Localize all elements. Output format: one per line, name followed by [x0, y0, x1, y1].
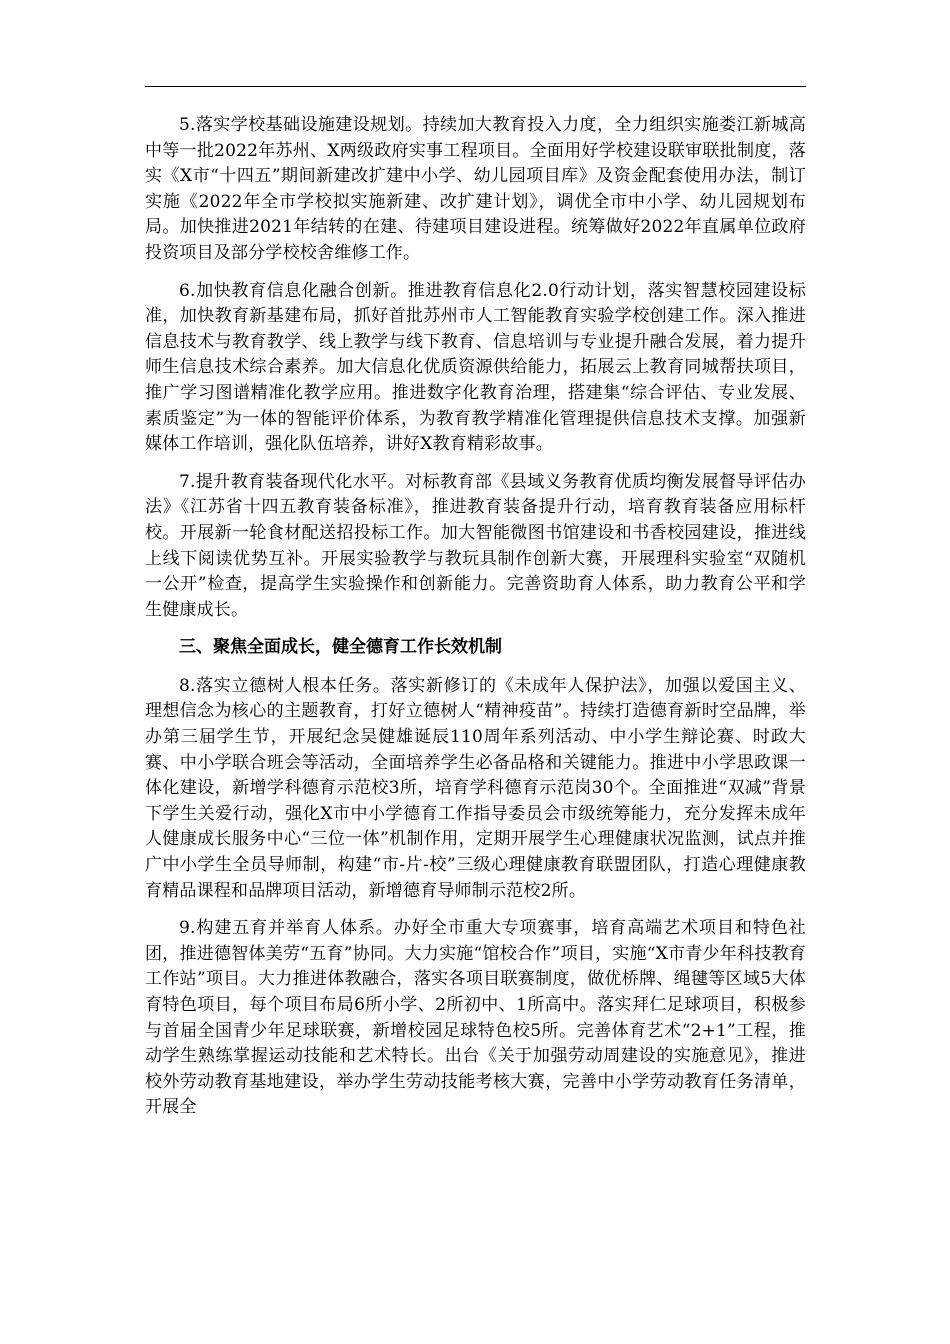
paragraph-item-9: 9.构建五育并举育人体系。办好全市重大专项赛事，培育高端艺术项目和特色社团，推进德智体美劳“五育”协同。大力实施“馆校合作”项目，实施“X市青少年科技教育工作站”项目。大力推进体教融合，落实各项目联赛制度，做优桥牌、绳毽等区域5大体育特色项目，每个项目布局6所小学、2所初中、1所高中。落实拜仁足球项目，积极参与首届全国青少年足球联赛，新增校园足球特色校5所。完善体育艺术“2+1”工程，推动学生熟练掌握运动技能和艺术特长。出台《关于加强劳动周建设的实施意见》，推进校外劳动教育基地建设，举办学生劳动技能考核大赛，完善中小学劳动教育任务清单，开展全 [145, 918, 806, 1118]
paragraph-item-8: 8.落实立德树人根本任务。落实新修订的《未成年人保护法》，加强以爱国主义、理想信念为核心的主题教育，打好立德树人“精神疫苗”。持续打造德育新时空品牌，举办第三届学生节，开展纪念吴健雄诞辰110周年系列活动、中小学生辩论赛、时政大赛、中小学联合班会等活动，全面培养学生必备品格和关键能力。推进中小学思政课一体化建设，新增学科德育示范校3所，培育学科德育示范岗30个。全面推进“双减”背景下学生关爱行动，强化X市中小学德育工作指导委员会市级统筹能力，充分发挥未成年人健康成长服务中心“三位一体”机制作用，定期开展学生心理健康状况监测，试点并推广中小学生全员导师制，构建“市-片-校”三级心理健康教育联盟团队，打造心理健康教育精品课程和品牌项目活动，新增德育导师制示范校2所。 [145, 675, 806, 901]
paragraph-item-7: 7.提升教育装备现代化水平。对标教育部《县域义务教育优质均衡发展督导评估办法》《江苏省十四五教育装备标准》，推进教育装备提升行动，培育教育装备应用标杆校。开展新一轮食材配送招投标工作。加大智能微图书馆建设和书香校园建设，推进线上线下阅读优势互补。开展实验教学与教玩具制作创新大赛，开展理科实验室“双随机一公开”检查，提高学生实验操作和创新能力。完善资助育人体系，助力教育公平和学生健康成长。 [145, 471, 806, 620]
header-rule [145, 86, 806, 87]
document-body [145, 113, 806, 1133]
paragraph-item-6: 6.加快教育信息化融合创新。推进教育信息化2.0行动计划，落实智慧校园建设标准，加快教育新基建布局，抓好首批苏州市人工智能教育实验学校创建工作。深入推进信息技术与教育教学、线上教学与线下教育、信息培训与专业提升融合发展，着力提升师生信息技术综合素养。加大信息化优质资源供给能力，拓展云上教育同城帮扶项目，推广学习图谱精准化教学应用。推进数字化教育治理，搭建集“综合评估、专业发展、素质鉴定”为一体的智能评价体系，为教育教学精准化管理提供信息技术支撑。加强新媒体工作培训，强化队伍培养，讲好X教育精彩故事。 [145, 280, 806, 455]
section-heading-3: 三、聚焦全面成长，健全德育工作长效机制 [179, 637, 502, 658]
paragraph-item-5: 5.落实学校基础设施建设规划。持续加大教育投入力度，全力组织实施娄江新城高中等一批2022年苏州、X两级政府实事工程项目。全面用好学校建设联审联批制度，落实《X市“十四五”期间新建改扩建中小学、幼儿园项目库》及资金配套使用办法，制订实施《2022年全市学校拟实施新建、改扩建计划》，调优全市中小学、幼儿园规划布局。加快推进2021年结转的在建、待建项目建设进程。统筹做好2022年直属单位政府投资项目及部分学校校舍维修工作。 [145, 115, 806, 263]
